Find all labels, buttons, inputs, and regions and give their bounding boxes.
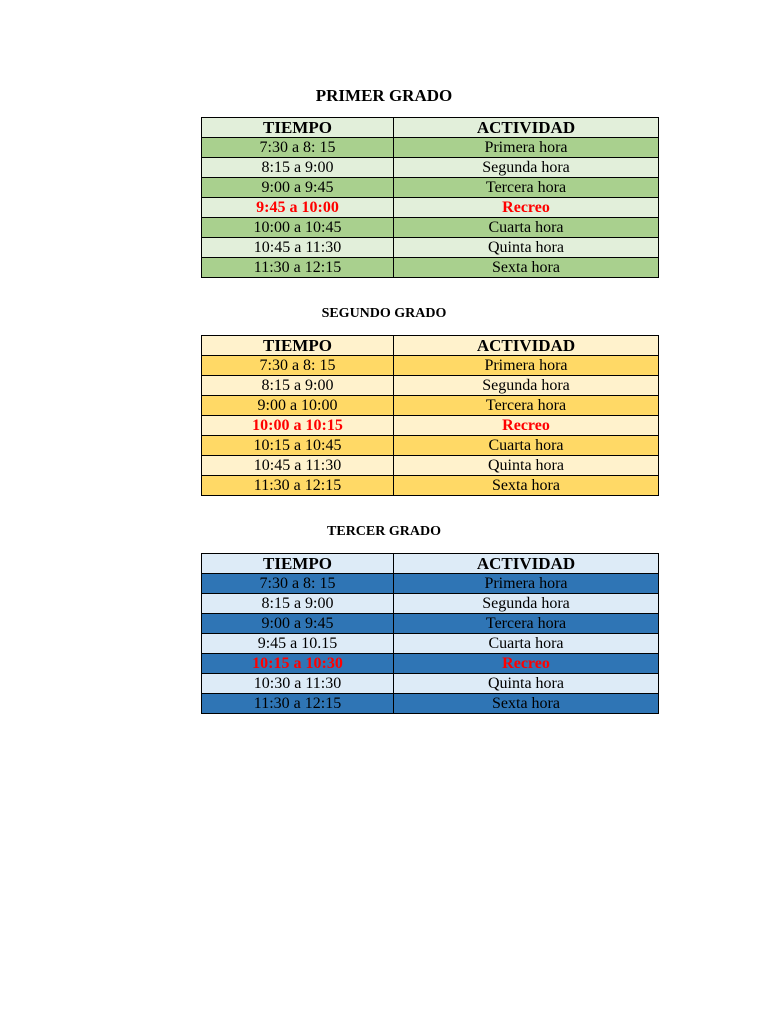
table-row — [202, 356, 659, 376]
cell-tiempo: 8:15 a 9:00 — [202, 376, 394, 396]
cell-tiempo: 10:30 a 11:30 — [202, 674, 394, 694]
cell-actividad: Segunda hora — [394, 376, 659, 396]
cell-actividad: Tercera hora — [394, 178, 659, 198]
table-row — [202, 456, 659, 476]
cell-tiempo: 10:00 a 10:45 — [202, 218, 394, 238]
cell-tiempo: 11:30 a 12:15 — [202, 476, 394, 496]
table-row — [202, 396, 659, 416]
table-row — [202, 178, 659, 198]
cell-actividad: Sexta hora — [394, 476, 659, 496]
cell-actividad: Recreo — [394, 654, 659, 674]
table-body — [202, 356, 659, 496]
table-row — [202, 238, 659, 258]
table-row — [202, 614, 659, 634]
table-header-row — [202, 336, 659, 356]
cell-tiempo: 10:15 a 10:30 — [202, 654, 394, 674]
cell-tiempo: 10:15 a 10:45 — [202, 436, 394, 456]
cell-tiempo: 10:45 a 11:30 — [202, 456, 394, 476]
cell-tiempo: 11:30 a 12:15 — [202, 694, 394, 714]
cell-tiempo: 8:15 a 9:00 — [202, 158, 394, 178]
table-row — [202, 158, 659, 178]
section-title-segundo-grado: SEGUNDO GRADO — [321, 306, 447, 321]
cell-actividad: Segunda hora — [394, 158, 659, 178]
table-row — [202, 476, 659, 496]
cell-tiempo: 10:45 a 11:30 — [202, 238, 394, 258]
cell-tiempo: 7:30 a 8: 15 — [202, 138, 394, 158]
table-row — [202, 594, 659, 614]
cell-tiempo: 9:45 a 10:00 — [202, 198, 394, 218]
table-row — [202, 574, 659, 594]
cell-tiempo: 9:00 a 9:45 — [202, 614, 394, 634]
table-row — [202, 634, 659, 654]
cell-actividad: Cuarta hora — [394, 436, 659, 456]
cell-tiempo: 10:00 a 10:15 — [202, 416, 394, 436]
cell-actividad: Primera hora — [394, 356, 659, 376]
table-header-row — [202, 554, 659, 574]
table-header-row — [202, 118, 659, 138]
schedule-table-tercer-grado — [201, 553, 659, 714]
cell-actividad: Quinta hora — [394, 674, 659, 694]
cell-tiempo: 7:30 a 8: 15 — [202, 574, 394, 594]
cell-tiempo: 11:30 a 12:15 — [202, 258, 394, 278]
table-row-recreo — [202, 654, 659, 674]
table-row — [202, 376, 659, 396]
header-tiempo: TIEMPO — [202, 554, 394, 574]
cell-tiempo: 8:15 a 9:00 — [202, 594, 394, 614]
table-body — [202, 138, 659, 278]
cell-actividad: Recreo — [394, 198, 659, 218]
cell-actividad: Primera hora — [394, 574, 659, 594]
cell-tiempo: 9:45 a 10.15 — [202, 634, 394, 654]
table-row — [202, 436, 659, 456]
schedule-table-segundo-grado — [201, 335, 659, 496]
cell-actividad: Quinta hora — [394, 456, 659, 476]
cell-actividad: Cuarta hora — [394, 218, 659, 238]
header-actividad: ACTIVIDAD — [394, 118, 659, 138]
cell-actividad: Tercera hora — [394, 614, 659, 634]
cell-actividad: Sexta hora — [394, 694, 659, 714]
cell-tiempo: 9:00 a 10:00 — [202, 396, 394, 416]
section-title-primer-grado: PRIMER GRADO — [315, 86, 453, 105]
header-tiempo: TIEMPO — [202, 336, 394, 356]
table-row — [202, 138, 659, 158]
cell-actividad: Quinta hora — [394, 238, 659, 258]
section-title-tercer-grado: TERCER GRADO — [327, 524, 441, 539]
cell-actividad: Segunda hora — [394, 594, 659, 614]
cell-actividad: Sexta hora — [394, 258, 659, 278]
cell-actividad: Cuarta hora — [394, 634, 659, 654]
cell-actividad: Primera hora — [394, 138, 659, 158]
table-row-recreo — [202, 198, 659, 218]
header-actividad: ACTIVIDAD — [394, 554, 659, 574]
table-row-recreo — [202, 416, 659, 436]
table-row — [202, 218, 659, 238]
table-row — [202, 674, 659, 694]
table-row — [202, 258, 659, 278]
header-actividad: ACTIVIDAD — [394, 336, 659, 356]
cell-actividad: Recreo — [394, 416, 659, 436]
cell-tiempo: 9:00 a 9:45 — [202, 178, 394, 198]
table-body — [202, 574, 659, 714]
schedule-table-primer-grado — [201, 117, 659, 278]
cell-tiempo: 7:30 a 8: 15 — [202, 356, 394, 376]
table-row — [202, 694, 659, 714]
header-tiempo: TIEMPO — [202, 118, 394, 138]
cell-actividad: Tercera hora — [394, 396, 659, 416]
